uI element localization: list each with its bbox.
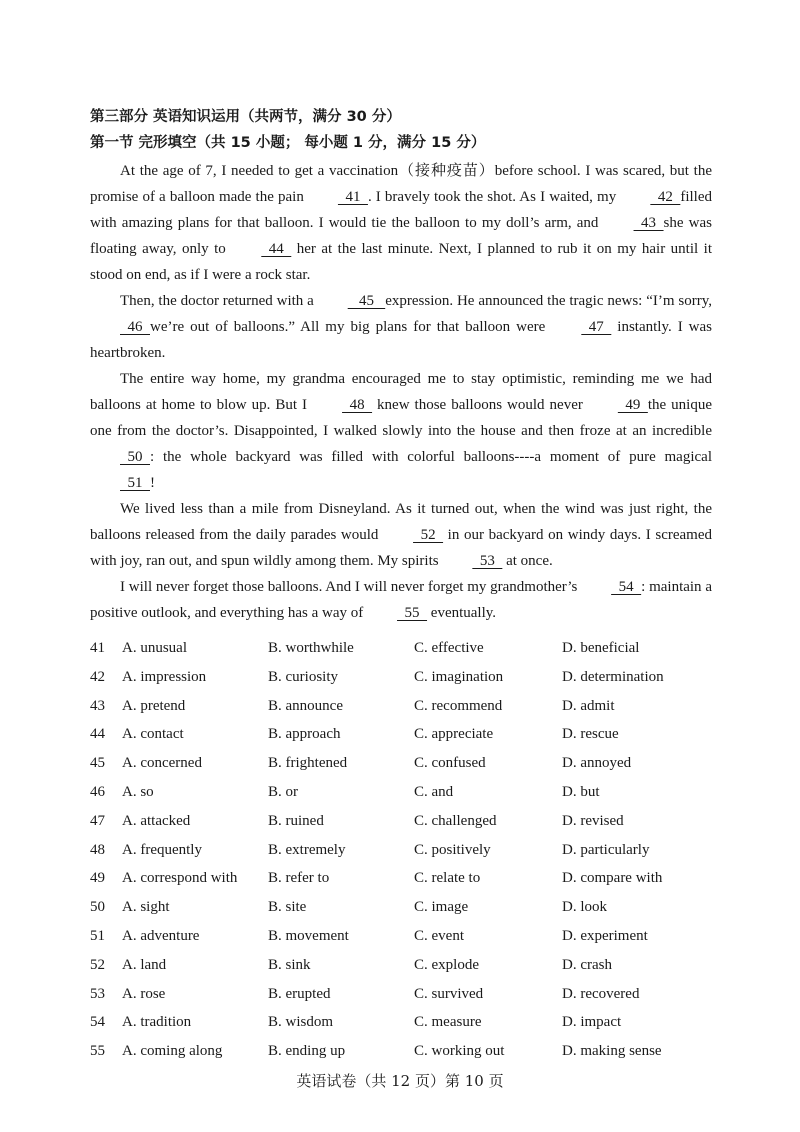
passage-text: The entire way home, my grandma encouraged me to stay optimistic, reminding me we had balloons at home to blow up. But I [90,371,712,413]
option-c: C. challenged [414,812,497,829]
option-a: A. attacked [122,812,191,829]
option-b: B. refer to [268,870,330,887]
option-row [90,864,712,893]
option-a: A. land [122,956,167,973]
blank-number: 48 [342,397,373,413]
blank-number: 55 [397,605,428,621]
option-row [90,807,712,836]
option-d: D. rescue [562,726,619,743]
option-d: D. experiment [562,927,648,944]
passage-text: the unique one from the doctor’s. Disappointed, I walked slowly into the house and then froze at an incredible [90,397,712,439]
blank-number: 43 [633,215,664,231]
option-b: B. sink [268,956,311,973]
option-c: C. effective [414,640,484,656]
option-row [90,720,712,749]
option-b: B. wisdom [268,1014,334,1031]
option-row [90,893,712,922]
question-number: 46 [90,783,105,800]
question-number: 49 [90,870,105,887]
passage-text: I will never forget those balloons. And I will never forget my grandmother’s [120,579,582,595]
option-b: B. worthwhile [268,640,354,656]
option-d: D. making sense [562,1043,662,1060]
passage-text: We lived less than a mile from Disneyland. As it turned out, when the wind was just right, the balloons released from the daily parades would [90,501,712,543]
passage-paragraph [90,288,712,366]
option-a: A. impression [122,668,207,685]
section-title: 第一节 完形填空（共 15 小题； 每小题 1 分，满分 15 分） [90,135,486,151]
option-row [90,836,712,865]
option-c: C. appreciate [414,726,494,743]
passage-text: : maintain a positive outlook, and everything has a way of [90,579,712,621]
blank-number: 53 [472,553,503,569]
option-d: D. admit [562,697,615,714]
question-number: 53 [90,985,105,1002]
option-row [90,922,712,951]
blank-number: 49 [617,397,648,413]
blank-number: 46 [120,319,150,335]
option-row [90,663,712,692]
blank-number: 45 [347,293,386,309]
option-c: C. explode [414,956,479,973]
passage-text: : the whole backyard was filled with colorful balloons----a moment of pure magical [150,449,712,465]
option-d: D. recovered [562,985,640,1002]
option-d: D. impact [562,1014,622,1031]
option-d: D. compare with [562,870,663,887]
passage-text: in our backyard on windy days. I screamed with joy, ran out, and spun wildly among them. My spirits [90,527,712,569]
option-b: B. ending up [268,1043,346,1060]
passage-text: at once. [502,553,553,569]
option-c: C. and [414,783,454,800]
question-number: 48 [90,841,105,858]
passage-text: ! [150,475,155,491]
option-c: C. positively [414,841,491,858]
option-b: B. frightened [268,755,348,772]
option-a: A. coming along [122,1043,223,1060]
blank-number: 52 [413,527,444,543]
question-number: 54 [90,1014,105,1031]
option-b: B. approach [268,726,341,743]
passage-text: we’re out of balloons.” All my big plans for that balloon were [150,319,552,335]
passage-text: Then, the doctor returned with a [120,293,318,309]
question-number: 45 [90,755,105,772]
option-b: B. ruined [268,812,324,829]
blank-number: 47 [581,319,612,335]
option-row [90,1008,712,1037]
option-a: A. unusual [122,640,187,656]
option-d: D. beneficial [562,640,640,656]
passage-text: she was floating away, only to [90,215,712,257]
page-footer: 英语试卷（共 12 页）第 10 页 [296,1072,504,1090]
blank-number: 41 [337,189,368,205]
question-number: 42 [90,668,105,685]
option-d: D. crash [562,956,612,973]
option-a: A. contact [122,726,184,743]
option-row [90,749,712,778]
option-c: C. event [414,927,464,944]
option-row [90,634,712,663]
option-c: C. image [414,899,469,916]
part-title: 第三部分 英语知识运用（共两节，满分 30 分） [90,109,401,125]
option-c: C. measure [414,1014,482,1031]
option-a: A. concerned [122,755,202,772]
option-c: C. relate to [414,870,481,887]
option-c: C. imagination [414,668,504,685]
passage-text: eventually. [427,605,497,621]
option-c: C. confused [414,755,486,772]
question-number: 51 [90,927,105,944]
passage-text: filled with amazing plans for that balloon. I would tie the balloon to my doll’s arm, and [90,189,712,231]
option-b: B. curiosity [268,668,338,685]
blank-number: 50 [120,449,150,465]
blank-number: 54 [611,579,642,595]
question-number: 47 [90,812,105,829]
option-c: C. working out [414,1043,505,1060]
passage-text: knew those balloons would never [372,397,588,413]
option-d: D. particularly [562,841,650,858]
option-a: A. pretend [122,697,186,714]
option-b: B. extremely [268,841,346,858]
option-row [90,1037,712,1066]
passage-paragraph [90,496,712,574]
option-a: A. correspond with [122,870,238,887]
option-a: A. sight [122,899,170,916]
option-b: B. or [268,783,298,800]
option-row [90,951,712,980]
option-b: B. site [268,899,307,916]
option-a: A. adventure [122,927,200,944]
exam-page [90,104,712,1066]
option-row [90,778,712,807]
question-number: 50 [90,899,105,916]
blank-number: 51 [120,475,150,491]
passage-text: her at the last minute. Next, I planned to rub it on my hair until it stood on end, as if I were a rock star. [90,241,712,283]
question-number: 44 [90,726,105,743]
option-d: D. determination [562,668,664,685]
cloze-passage [90,158,712,626]
question-number: 55 [90,1043,105,1060]
blank-number: 44 [261,241,292,257]
option-row [90,692,712,721]
option-c: C. recommend [414,697,503,714]
passage-paragraph [90,158,712,288]
option-a: A. so [122,783,154,800]
option-d: D. revised [562,812,624,829]
option-a: A. frequently [122,841,202,858]
options-list [90,634,712,1066]
option-a: A. rose [122,985,166,1002]
option-d: D. look [562,899,607,916]
option-b: B. movement [268,927,349,944]
option-d: D. but [562,783,600,800]
passage-text: instantly. I was heartbroken. [90,319,713,361]
option-a: A. tradition [122,1014,192,1031]
question-number: 52 [90,956,105,973]
option-d: D. annoyed [562,755,632,772]
option-b: B. announce [268,697,343,714]
option-b: B. erupted [268,985,331,1002]
question-number: 43 [90,697,105,714]
option-row [90,980,712,1009]
option-c: C. survived [414,985,484,1002]
passage-paragraph [90,366,712,496]
passage-text: At the age of 7, I needed to get a vaccination（接种疫苗）before school. I was scared, but the promise of a balloon made the pain [90,163,712,205]
passage-text: . I bravely took the shot. As I waited, my [367,189,621,205]
passage-paragraph [90,574,712,626]
question-number: 41 [90,640,105,656]
passage-text: expression. He announced the tragic news: “I’m sorry, [385,293,712,309]
blank-number: 42 [650,189,681,205]
